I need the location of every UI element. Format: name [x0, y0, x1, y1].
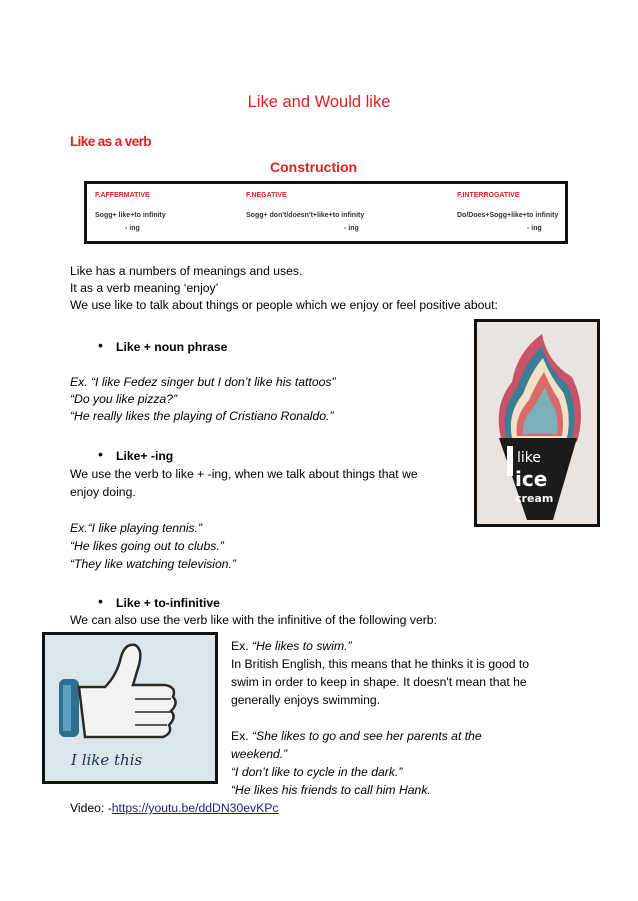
thumb-caption: I like this [71, 751, 143, 769]
ice-cream-image [474, 319, 600, 527]
inf-example-2-line-3: “I don’t like to cycle in the dark.” [231, 765, 403, 779]
icecream-text-like: like [517, 450, 542, 466]
inf-example-2-line-1: Ex. “She likes to go and see her parents at the [231, 729, 482, 743]
inf-explain-line-2: swim in order to keep in shape. It doesn't mean that he [231, 675, 527, 689]
thumbs-up-image [42, 632, 218, 784]
example-2-line-3: “They like watching television.” [70, 557, 236, 571]
icecream-text-cream: cream [515, 492, 554, 505]
interrogative-header: F.INTERROGATIVE [457, 192, 520, 199]
video-label: Video: - [70, 801, 112, 815]
bullet-noun-phrase: Like + noun phrase [116, 340, 228, 354]
intro-line-3: We use like to talk about things or people which we enjoy or feel positive about: [70, 298, 498, 312]
construction-heading: Construction [270, 159, 358, 175]
interrogative-line2: - ing [527, 225, 542, 232]
intro-line-1: Like has a numbers of meanings and uses. [70, 264, 303, 278]
construction-table [84, 181, 568, 244]
example-1-line-2: “Do you like pizza?” [70, 392, 178, 406]
ing-text-line-1: We use the verb to like + -ing, when we talk about things that we [70, 467, 418, 481]
negative-line2: - ing [344, 225, 359, 232]
bullet-dot: • [98, 446, 103, 462]
inf-example-2-line-4: “He likes his friends to call him Hank. [231, 783, 431, 797]
section-heading: Like as a verb [70, 134, 151, 149]
ice-cream-illustration [477, 322, 597, 524]
inf-example-1: Ex. “He likes to swim.” [231, 639, 352, 653]
negative-header: F.NEGATIVE [246, 192, 287, 199]
infinitive-text: We can also use the verb like with the infinitive of the following verb: [70, 613, 437, 627]
bullet-to-infinitive: Like + to-infinitive [116, 596, 220, 610]
example-1-line-3: “He really likes the playing of Cristiano Ronaldo.” [70, 409, 334, 423]
example-2-line-1: Ex.“I like playing tennis.” [70, 521, 203, 535]
thumbs-up-illustration [45, 635, 215, 781]
negative-line1: Sogg+ don't/doesn't+like+to infinity [246, 212, 365, 219]
ing-text-line-2: enjoy doing. [70, 485, 136, 499]
video-link[interactable]: https://youtu.be/ddDN30evKPc [111, 801, 279, 815]
bullet-ing: Like+ -ing [116, 449, 174, 463]
example-1-line-1: Ex. “I like Fedez singer but I don’t like his tattoos” [70, 375, 336, 389]
interrogative-line1: Do/Does+Sogg+like+to infinity [457, 212, 559, 219]
intro-line-2: It as a verb meaning ‘enjoy’ [70, 281, 219, 295]
affirmative-line2: - ing [125, 225, 140, 232]
icecream-text-ice: ice [515, 467, 548, 491]
page-title: Like and Would like [247, 93, 391, 111]
affirmative-header: F.AFFERMATIVE [95, 192, 150, 199]
video-line [70, 800, 278, 817]
inf-explain-line-3: generally enjoys swimming. [231, 693, 381, 707]
affirmative-line1: Sogg+ like+to infinity [95, 212, 166, 219]
inf-explain-line-1: In British English, this means that he thinks it is good to [231, 657, 530, 671]
bullet-dot: • [98, 337, 103, 353]
bullet-dot: • [98, 593, 103, 609]
inf-example-2-line-2: weekend.” [231, 747, 288, 761]
example-2-line-2: “He likes going out to clubs.” [70, 539, 224, 553]
